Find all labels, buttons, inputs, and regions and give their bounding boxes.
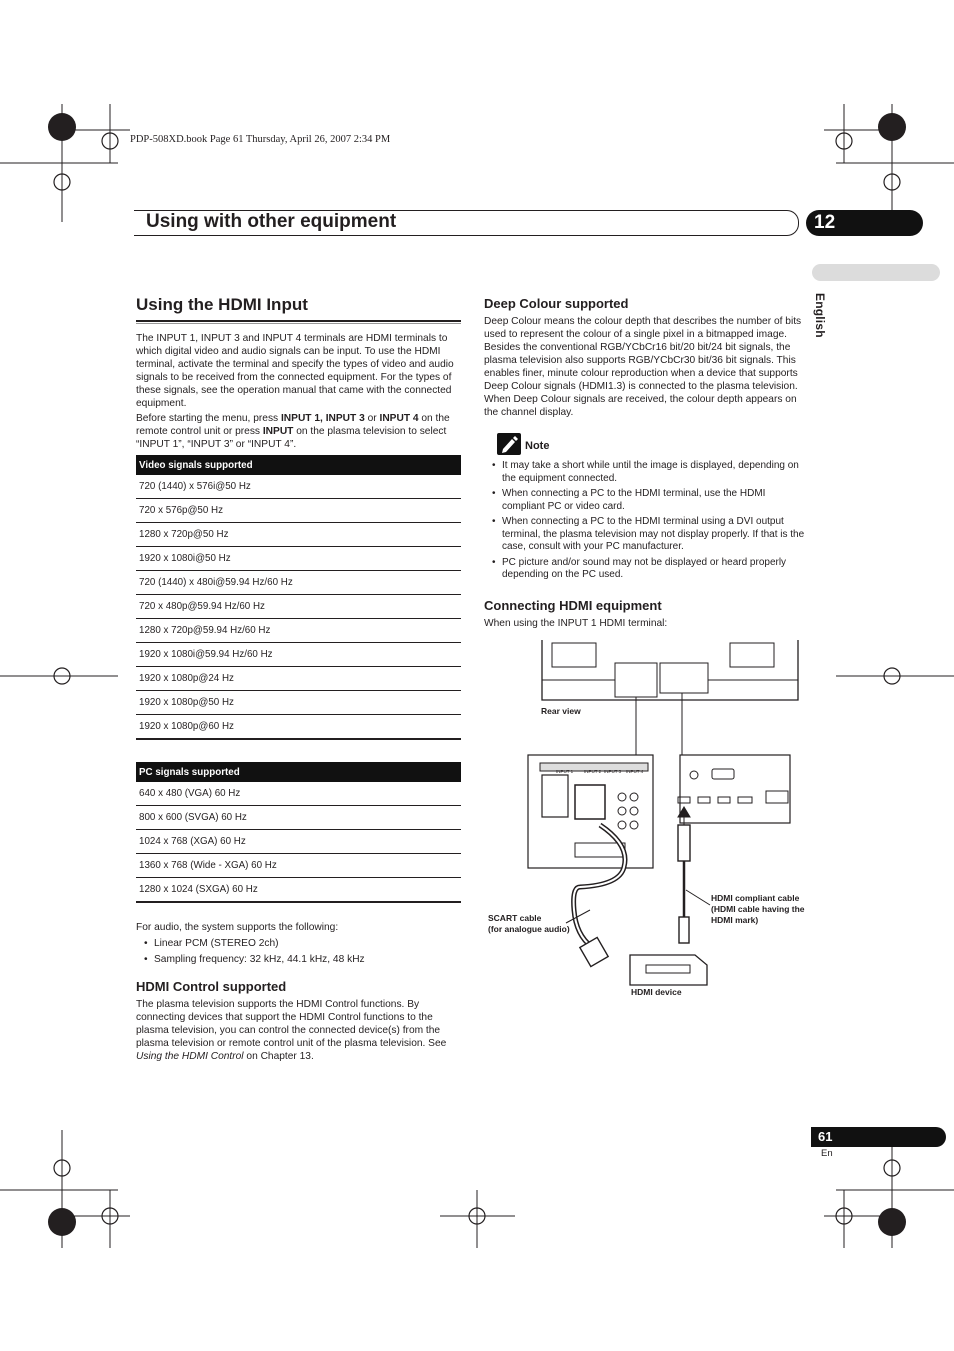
before-bold-2: INPUT 4 (379, 413, 419, 424)
panel-input1-label: INPUT 1 (556, 769, 574, 774)
table-row: 1920 x 1080i@50 Hz (136, 547, 461, 571)
list-item: • When connecting a PC to the HDMI terminal, use the HDMI compliant PC or video card. (484, 488, 808, 513)
language-label: English (813, 293, 827, 338)
page-language: En (821, 1148, 833, 1159)
table-row: 1024 x 768 (XGA) 60 Hz (136, 830, 461, 854)
table-row: 1280 x 720p@59.94 Hz/60 Hz (136, 619, 461, 643)
table-row: 1920 x 1080p@50 Hz (136, 691, 461, 715)
table-row: 720 x 480p@59.94 Hz/60 Hz (136, 595, 461, 619)
table-row: 1280 x 720p@50 Hz (136, 523, 461, 547)
section-rule-light (136, 323, 461, 324)
section-rule (136, 320, 461, 322)
page-number: 61 (818, 1129, 833, 1144)
before-bold-3: INPUT (262, 426, 294, 437)
panel-input4-label: INPUT 4 (626, 769, 644, 774)
note-list (484, 460, 808, 585)
connection-diagram (480, 635, 810, 1005)
list-item: • It may take a short while until the image is displayed, depending on the equipment connected. (484, 460, 808, 485)
hdmi-control-link-text: Using the HDMI Control (136, 1051, 244, 1062)
audio-intro: For audio, the system supports the following: (136, 922, 339, 933)
file-header: PDP-508XD.book Page 61 Thursday, April 26, 2007 2:34 PM (130, 134, 391, 145)
before-bold-1: INPUT 1, INPUT 3 (280, 413, 365, 424)
rear-view-label: Rear view (541, 706, 581, 716)
audio-list (136, 937, 460, 966)
before-text-1: Before starting the menu, press (136, 413, 281, 424)
hdmi-cable-label (711, 893, 805, 926)
scart-line-1: SCART cable (488, 913, 542, 923)
before-text-2: or (364, 413, 380, 424)
scart-cable-label (488, 913, 570, 935)
table-row: 1920 x 1080i@59.94 Hz/60 Hz (136, 643, 461, 667)
connecting-heading: Connecting HDMI equipment (484, 598, 662, 613)
list-item: • Linear PCM (STEREO 2ch) (136, 937, 460, 950)
scart-line-2: (for analogue audio) (488, 924, 570, 934)
hdmi-control-text-1: The plasma television supports the HDMI Control functions. By connecting devices that support the HDMI Control functions to the plasma television, you can control the connected device(s) from the plasma television or remote control unit of the plasma television. See (136, 999, 447, 1049)
deep-colour-paragraph: Deep Colour means the colour depth that describes the number of bits used to represent the colour of a single pixel in a bitmapped image. Besides the conventional RGB/YCbCr16 bit/20 bit/24 bit signals, the plasma television also supports RGB/YCbCr30 bit/36 bit signals. This enables finer, minute colour reproduction when a device that supports Deep Colour signals (HDMI1.3) is connected to the plasma television. When Deep Colour signals are received, the colour depth appears on the channel display. (484, 316, 802, 418)
hdmi-intro-paragraph: The INPUT 1, INPUT 3 and INPUT 4 terminals are HDMI terminals to which digital video and audio signals can be input. To use the HDMI terminal, activate the terminal and specify the types of video and audio signals to be received from the connected equipment. For the types of these signals, see the operation manual that came with the connected equipment. (136, 333, 454, 409)
table-row: 640 x 480 (VGA) 60 Hz (136, 782, 461, 806)
table-row: 720 x 576p@50 Hz (136, 499, 461, 523)
video-signals-table (136, 455, 461, 740)
before-text-4: on the plasma television to select “INPUT 1”, “INPUT 3” or “INPUT 4”. (136, 426, 447, 450)
table-row: 720 (1440) x 576i@50 Hz (136, 475, 461, 499)
note-label: Note (525, 440, 550, 452)
hdmi-device-label: HDMI device (631, 987, 682, 997)
hdmi-control-text-2: on Chapter 13. (243, 1051, 314, 1062)
panel-input2-label: INPUT 2 (584, 769, 602, 774)
table-row: 1280 x 1024 (SXGA) 60 Hz (136, 878, 461, 903)
table-row: 1920 x 1080p@60 Hz (136, 715, 461, 740)
chapter-number: 12 (814, 212, 836, 233)
table-row: 800 x 600 (SVGA) 60 Hz (136, 806, 461, 830)
video-table-header: Video signals supported (136, 455, 461, 475)
hdmi-control-heading: HDMI Control supported (136, 979, 287, 994)
connecting-subtext: When using the INPUT 1 HDMI terminal: (484, 618, 668, 629)
hdmi-cable-line-2: (HDMI cable having the (711, 904, 805, 914)
list-item: • PC picture and/or sound may not be displayed or heard properly depending on the PC used. (484, 557, 808, 582)
table-row: 1920 x 1080p@24 Hz (136, 667, 461, 691)
pc-table-header: PC signals supported (136, 762, 461, 782)
section-heading-hdmi-input: Using the HDMI Input (136, 295, 308, 314)
list-item: • Sampling frequency: 32 kHz, 44.1 kHz, 48 kHz (136, 953, 460, 966)
hdmi-cable-line-3: HDMI mark) (711, 915, 759, 925)
table-row: 1360 x 768 (Wide - XGA) 60 Hz (136, 854, 461, 878)
deep-colour-heading: Deep Colour supported (484, 296, 629, 311)
hdmi-before-paragraph (136, 412, 460, 451)
language-tab (812, 264, 940, 281)
hdmi-cable-line-1: HDMI compliant cable (711, 893, 800, 903)
pc-signals-table (136, 762, 461, 903)
list-item: • When connecting a PC to the HDMI terminal using a DVI output terminal, the plasma television may not display properly. If that is the case, consult with your PC manufacturer. (484, 516, 808, 554)
table-row: 720 (1440) x 480i@59.94 Hz/60 Hz (136, 571, 461, 595)
hdmi-control-paragraph (136, 998, 460, 1063)
chapter-title: Using with other equipment (146, 211, 397, 232)
before-text-3: on the remote control unit or press (136, 413, 450, 437)
note-icon (497, 433, 521, 455)
panel-input3-label: INPUT 3 (604, 769, 622, 774)
